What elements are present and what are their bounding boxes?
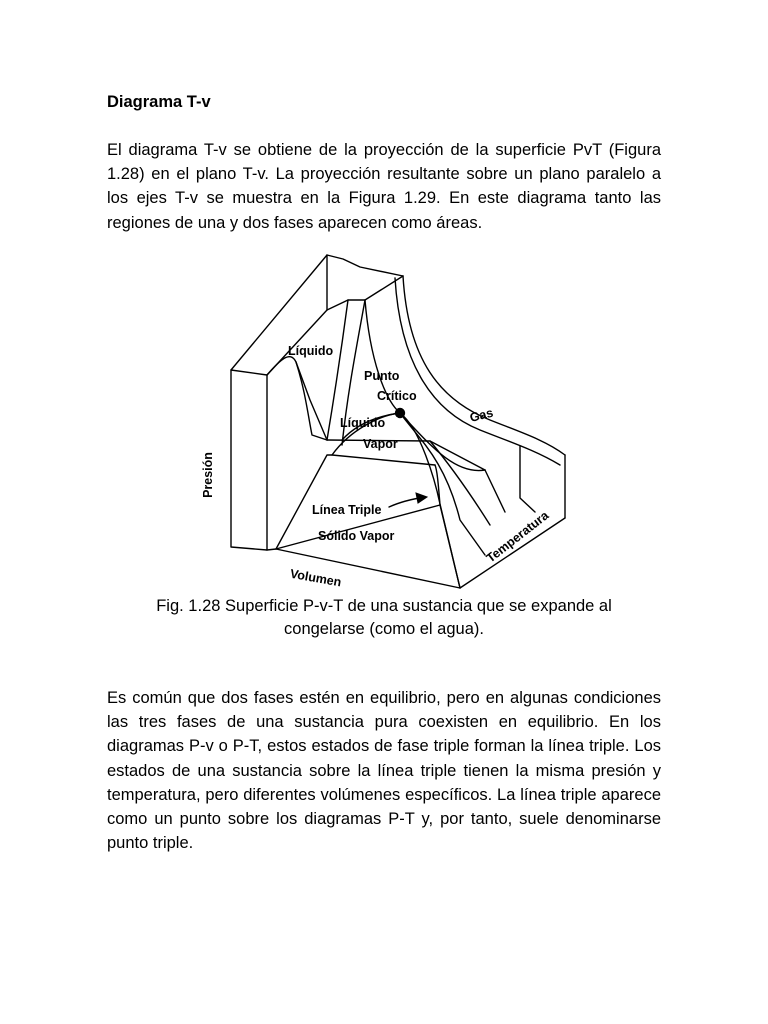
- pvt-surface-figure: [190, 250, 570, 595]
- label-liquido-vapor-1: Líquido: [340, 416, 386, 430]
- surface-line-2: [430, 441, 490, 525]
- surface-line-4: [520, 446, 535, 512]
- triple-line-paragraph: Es común que dos fases estén en equilibrio, pero en algunas condiciones las tres fases de una sustancia pura coexisten en equilibrio. En los diagramas P-v o P-T, estos estados de fase triple forman la línea triple. Los estados de una sustancia sobre la línea triple tienen la misma presión y temperatura, pero diferentes volúmenes específicos. La línea triple aparece como un punto sobre los diagramas P-T y, por tanto, suele denominarse punto triple.: [107, 689, 661, 853]
- pvt-surface-diagram: [190, 250, 570, 595]
- liquid-region-left: [296, 362, 327, 440]
- liquid-face: [267, 357, 327, 440]
- base-left-side: [267, 549, 276, 550]
- figure-caption: [107, 595, 661, 641]
- critical-point-dot: [395, 408, 405, 418]
- caption-line-2: congelarse (como el agua).: [284, 620, 484, 638]
- axis-label-presion: Presión: [201, 452, 215, 498]
- label-solido-vapor: Sólido Vapor: [318, 529, 395, 543]
- triple-line-arrowhead: [416, 493, 427, 503]
- label-liquido-vapor-2: Vapor: [363, 437, 398, 451]
- surface-line-1: [400, 413, 485, 555]
- label-linea-triple: Línea Triple: [312, 503, 382, 517]
- gas-surface-curve: [403, 276, 565, 455]
- caption-line-1: Fig. 1.28 Superficie P-v-T de una sustancia que se expande al: [156, 597, 612, 615]
- label-punto: Punto: [364, 369, 400, 383]
- label-liquido: Líquido: [288, 344, 334, 358]
- intro-paragraph: El diagrama T-v se obtiene de la proyección de la superficie PvT (Figura 1.28) en el plano T-v. La proyección resultante sobre un plano paralelo a los ejes T-v se muestra en la Figura 1.29. En este diagrama tanto las regiones de una y dos fases aparecen como áreas.: [107, 141, 661, 232]
- top-ridge: [327, 255, 403, 276]
- surface-line-3: [485, 470, 505, 512]
- base-back-edge: [327, 440, 485, 470]
- axis-label-volumen: Volumen: [288, 566, 343, 590]
- label-gas: Gas: [468, 405, 495, 425]
- left-wall-front: [231, 370, 267, 375]
- label-critico: Crítico: [377, 389, 417, 403]
- axis-label-temperatura: Temperatura: [483, 508, 552, 566]
- section-heading: Diagrama T-v: [107, 93, 211, 111]
